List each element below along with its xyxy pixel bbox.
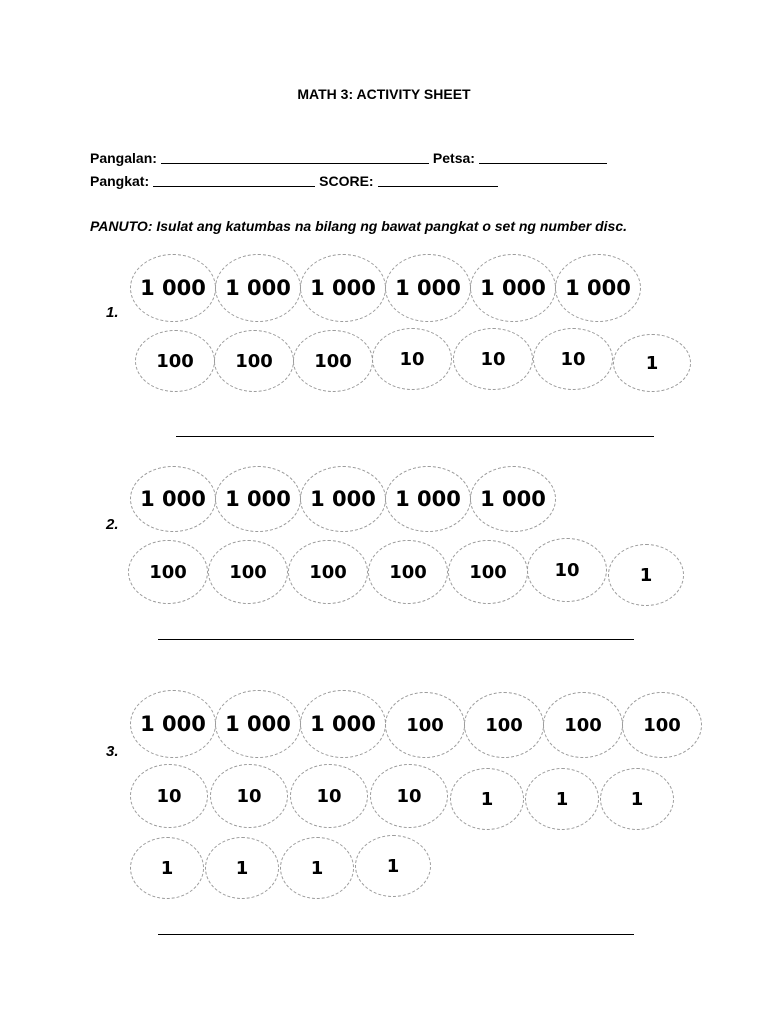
number-disc: 1 000 [470, 466, 556, 532]
number-disc: 1 000 [385, 254, 471, 322]
number-disc: 10 [453, 328, 533, 390]
instructions-text: Isulat ang katumbas na bilang ng bawat pangkat o set ng number disc. [156, 218, 628, 234]
number-disc: 10 [130, 764, 208, 828]
number-disc: 100 [543, 692, 623, 758]
number-disc: 100 [208, 540, 288, 604]
item-1-answer-line[interactable] [176, 436, 654, 437]
item-3-number: 3. [106, 743, 119, 760]
number-disc: 10 [372, 328, 452, 390]
number-disc: 100 [135, 330, 215, 392]
number-disc: 1 [130, 837, 204, 899]
score-label: SCORE: [319, 173, 374, 189]
page-title: MATH 3: ACTIVITY SHEET [297, 86, 471, 102]
number-disc: 1 000 [130, 466, 216, 532]
date-field[interactable] [479, 151, 607, 164]
number-disc: 10 [533, 328, 613, 390]
number-disc: 1 [600, 768, 674, 830]
number-disc: 1 000 [215, 254, 301, 322]
item-1-number: 1. [106, 304, 119, 321]
score-field[interactable] [378, 174, 498, 187]
group-field[interactable] [153, 174, 315, 187]
number-disc: 10 [210, 764, 288, 828]
date-label: Petsa: [432, 150, 475, 166]
number-disc: 100 [288, 540, 368, 604]
number-disc: 1 000 [385, 466, 471, 532]
item-2-number: 2. [106, 516, 119, 533]
number-disc: 10 [527, 538, 607, 602]
number-disc: 1 [450, 768, 524, 830]
item-2-answer-line[interactable] [158, 639, 634, 640]
number-disc: 100 [622, 692, 702, 758]
name-date-row [90, 150, 611, 166]
number-disc: 1 000 [555, 254, 641, 322]
number-disc: 1 [280, 837, 354, 899]
number-disc: 1 [355, 835, 431, 897]
instructions-lead: PANUTO: [90, 218, 153, 234]
number-disc: 10 [370, 764, 448, 828]
number-disc: 1 [525, 768, 599, 830]
number-disc: 100 [293, 330, 373, 392]
number-disc: 1 000 [300, 690, 386, 758]
number-disc: 1 000 [130, 254, 216, 322]
number-disc: 1 000 [300, 466, 386, 532]
number-disc: 1 000 [470, 254, 556, 322]
instructions [90, 218, 627, 234]
number-disc: 1 000 [215, 466, 301, 532]
item-3-answer-line[interactable] [158, 934, 634, 935]
number-disc: 100 [368, 540, 448, 604]
number-disc: 100 [464, 692, 544, 758]
number-disc: 100 [214, 330, 294, 392]
number-disc: 100 [385, 692, 465, 758]
group-label: Pangkat: [90, 173, 150, 189]
name-label: Pangalan: [90, 150, 157, 166]
number-disc: 100 [128, 540, 208, 604]
number-disc: 1 [205, 837, 279, 899]
number-disc: 1 000 [300, 254, 386, 322]
number-disc: 100 [448, 540, 528, 604]
group-score-row [90, 173, 502, 189]
number-disc: 1 000 [215, 690, 301, 758]
name-field[interactable] [161, 151, 429, 164]
number-disc: 10 [290, 764, 368, 828]
number-disc: 1 000 [130, 690, 216, 758]
number-disc: 1 [608, 544, 684, 606]
number-disc: 1 [613, 334, 691, 392]
